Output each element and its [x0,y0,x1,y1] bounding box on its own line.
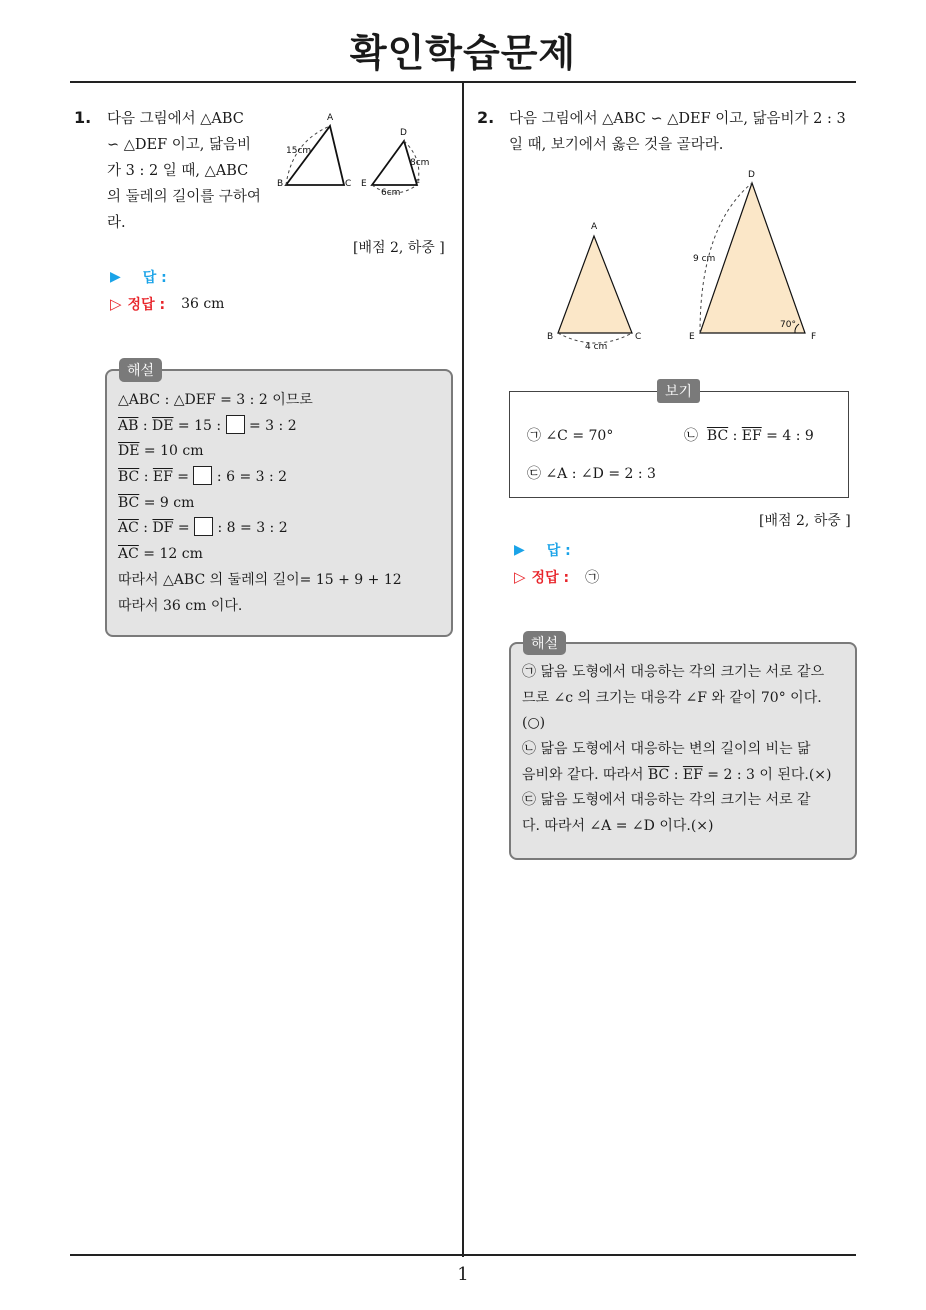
q1-number: 1. [74,108,92,127]
measure-ab: 15cm [286,146,312,156]
q2-number: 2. [477,108,495,127]
q2-solution-line: 다. 따라서 ∠A = ∠D 이다.(×) [522,818,714,835]
q1-solution-line: $\overline{DE} = 10$ cm [118,443,204,460]
q1-correct-label: 정답 : [127,297,166,313]
q1-solution-line: △ABC : △DEF = 3 : 2 이므로 [118,392,313,408]
label-d: D [400,128,407,138]
q2-solution-line: ㉡ 닮음 도형에서 대응하는 변의 길이의 비는 닮 [522,741,811,758]
q2-text-line: 일 때, 보기에서 옳은 것을 골라라. [509,137,724,153]
answer-arrow-icon: ▶ [110,269,121,285]
page-title: 확인학습문제 [349,31,577,75]
page-number: 1 [457,1264,469,1285]
q1-text-line: 가 3 : 2 일 때, △ABC [107,163,249,179]
q2-solution-tab: 해설 [523,631,566,655]
q2-solution-lines [522,660,831,840]
q1-triangle-figure [272,108,442,198]
measure-bc: 4 cm [585,342,608,351]
label-c: C [345,179,352,189]
triangle-def [700,183,805,333]
q1-solution-line: $\overline{AB}$ : $\overline{DE} = 15$ : = 3 : 2 [118,414,402,440]
measure-df: 8cm [410,158,430,168]
q1-answer-label: 답 : [142,270,167,286]
q1-solution-line: $\overline{AC}$ : $\overline{DF}$ = : 8 = 3 : 2 [118,516,402,542]
q2-score: [배점 2, 하중 ] [759,513,851,529]
q1-score: [배점 2, 하중 ] [353,240,445,256]
bogi-item-3: ㉢ ∠A : ∠D = 2 : 3 [527,466,656,482]
q1-solution-line: $\overline{AC} = 12$ cm [118,546,203,563]
q2-correct-row [514,567,599,587]
q2-correct-value: ㉠ [585,570,600,586]
q2-solution-line: 음비와 같다. 따라서 $\overline{BC}$ : $\overline{EF} = 2$ : 3 이 된다.(×) [522,766,832,783]
q1-text-line: 의 둘레의 길이를 구하여 [107,189,261,205]
q1-correct-row [110,294,224,314]
q1-solution-line: $\overline{BC} = 9$ cm [118,494,195,511]
q2-solution-line: 므로 ∠c 의 크기는 대응각 ∠F 와 같이 70° 이다. [522,689,822,706]
label-b: B [547,332,554,342]
q1-answer-row [110,267,167,287]
q2-answer-row [514,540,571,560]
q2-solution-line: ㉠ 닮음 도형에서 대응하는 각의 크기는 서로 같으 [522,664,825,680]
q2-text-line: 다음 그림에서 △ABC ∽ △DEF 이고, 닮음비가 2 : 3 [509,111,846,127]
label-a: A [327,113,334,123]
q2-text [509,106,869,158]
label-f: F [415,179,421,189]
blank-box [193,466,212,485]
blank-box [194,517,213,536]
q1-solution-line: 따라서 △ABC 의 둘레의 길이= 15 + 9 + 12 [118,571,402,588]
label-e: E [361,179,367,189]
q1-text-line: 다음 그림에서 △ABC [107,111,244,127]
label-d: D [748,170,755,180]
bottom-divider [70,1254,856,1256]
q2-answer-label: 답 : [546,543,571,559]
blank-box [226,415,245,434]
q1-solution-lines [118,388,402,619]
q1-text-line: 라. [107,215,126,231]
label-f: F [811,332,817,342]
q2-solution-line: (○) [522,715,546,732]
bogi-title: 보기 [657,379,700,403]
q2-correct-label: 정답 : [531,570,570,586]
q1-solution-tab: 해설 [119,358,162,382]
column-divider [462,82,464,1257]
q1-correct-value: 36 cm [181,296,225,312]
label-a: A [591,222,598,232]
q1-text [107,106,267,236]
label-c: C [635,332,642,342]
q2-triangle-figure [540,166,840,351]
q1-text-line: ∽ △DEF 이고, 닮음비 [107,137,252,153]
measure-de: 9 cm [693,254,716,264]
answer-arrow-icon: ▶ [514,542,525,558]
bogi-item-2: ㉡ $\overline{BC}$ : $\overline{EF} = 4$ : 9 [684,428,814,444]
measure-angle-f: 70° [780,320,796,330]
correct-arrow-icon: ▷ [110,295,122,313]
measure-ef: 6cm [381,188,401,198]
triangle-abc [558,236,632,333]
correct-arrow-icon: ▷ [514,568,526,586]
q2-solution-line: ㉢ 닮음 도형에서 대응하는 각의 크기는 서로 같 [522,792,811,809]
bogi-item-1: ㉠ ∠C = 70° [527,428,614,444]
label-b: B [277,179,284,189]
label-e: E [689,332,695,342]
q1-solution-line: $\overline{BC}$ : $\overline{EF}$ = : 6 = 3 : 2 [118,465,402,491]
q1-solution-line: 따라서 36 cm 이다. [118,597,243,614]
